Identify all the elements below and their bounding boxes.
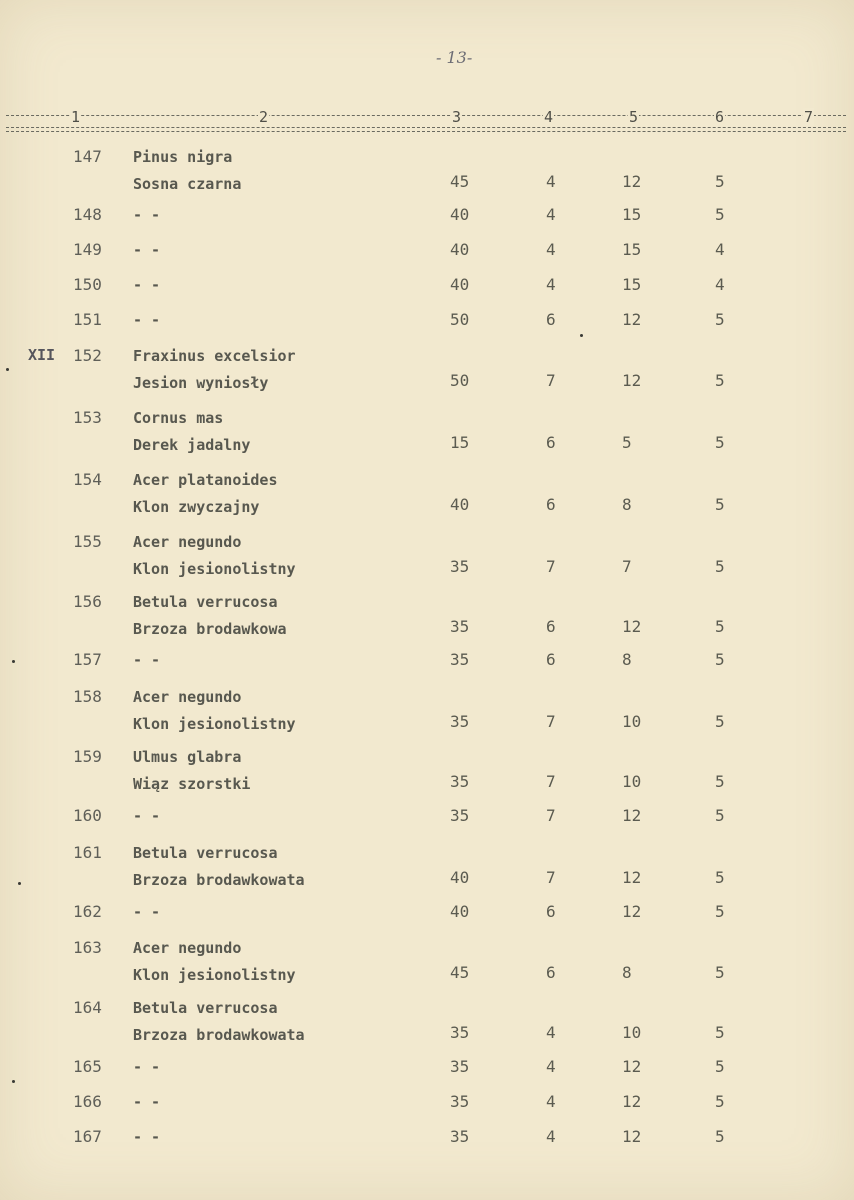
tree-number: 163 <box>73 938 102 957</box>
species-name <box>133 237 160 264</box>
column-number-4: 4 <box>544 108 554 126</box>
value-col-6: 5 <box>715 433 725 452</box>
value-col-4: 7 <box>546 712 556 731</box>
value-col-3: 50 <box>450 310 470 329</box>
value-col-3: 35 <box>450 1023 470 1042</box>
value-col-5: 12 <box>622 371 642 390</box>
species-name <box>133 202 160 229</box>
species-name <box>133 840 305 894</box>
tree-number: 149 <box>73 240 102 259</box>
species-latin-name: Betula verrucosa <box>133 999 278 1017</box>
species-latin-name: - - <box>133 241 161 259</box>
tree-number: 160 <box>73 806 102 825</box>
species-name <box>133 1054 160 1081</box>
value-col-4: 6 <box>546 495 556 514</box>
value-col-5: 15 <box>622 240 642 259</box>
value-col-4: 4 <box>546 1092 556 1111</box>
tree-number: 167 <box>73 1127 102 1146</box>
species-polish-name: Klon jesionolistny <box>133 966 296 984</box>
species-name <box>133 307 160 334</box>
value-col-5: 12 <box>622 806 642 825</box>
value-col-6: 5 <box>715 650 725 669</box>
tree-number: 153 <box>73 408 102 427</box>
species-latin-name: - - <box>133 1058 161 1076</box>
value-col-4: 6 <box>546 617 556 636</box>
column-number-2: 2 <box>259 108 269 126</box>
species-latin-name: Acer negundo <box>133 939 242 957</box>
value-col-6: 4 <box>715 275 725 294</box>
value-col-5: 8 <box>622 650 632 669</box>
value-col-6: 5 <box>715 310 725 329</box>
species-latin-name: - - <box>133 903 161 921</box>
value-col-6: 5 <box>715 1092 725 1111</box>
tree-number: 147 <box>73 147 102 166</box>
value-col-3: 40 <box>450 275 470 294</box>
species-latin-name: Cornus mas <box>133 409 224 427</box>
value-col-6: 5 <box>715 902 725 921</box>
species-name <box>133 647 160 674</box>
tree-number: 148 <box>73 205 102 224</box>
value-col-5: 15 <box>622 205 642 224</box>
species-latin-name: Betula verrucosa <box>133 844 278 862</box>
value-col-4: 4 <box>546 275 556 294</box>
value-col-5: 7 <box>622 557 632 576</box>
value-col-5: 12 <box>622 1127 642 1146</box>
paper-speck <box>6 368 9 371</box>
value-col-4: 4 <box>546 1057 556 1076</box>
species-name <box>133 684 296 738</box>
value-col-3: 45 <box>450 172 470 191</box>
value-col-4: 6 <box>546 433 556 452</box>
value-col-5: 10 <box>622 1023 642 1042</box>
value-col-3: 35 <box>450 772 470 791</box>
tree-number: 152 <box>73 346 102 365</box>
species-polish-name: Wiąz szorstki <box>133 775 251 793</box>
value-col-3: 35 <box>450 806 470 825</box>
value-col-3: 35 <box>450 617 470 636</box>
value-col-5: 5 <box>622 433 632 452</box>
species-latin-name: Ulmus glabra <box>133 748 242 766</box>
column-number-3: 3 <box>452 108 462 126</box>
value-col-4: 7 <box>546 868 556 887</box>
tree-number: 165 <box>73 1057 102 1076</box>
species-latin-name: Betula verrucosa <box>133 593 278 611</box>
value-col-5: 12 <box>622 1057 642 1076</box>
value-col-4: 4 <box>546 205 556 224</box>
value-col-4: 4 <box>546 1023 556 1042</box>
value-col-5: 12 <box>622 172 642 191</box>
species-latin-name: - - <box>133 651 161 669</box>
species-name <box>133 744 250 798</box>
value-col-3: 50 <box>450 371 470 390</box>
species-latin-name: - - <box>133 1128 161 1146</box>
value-col-6: 5 <box>715 1057 725 1076</box>
value-col-5: 12 <box>622 868 642 887</box>
value-col-4: 4 <box>546 1127 556 1146</box>
species-name <box>133 467 278 521</box>
species-latin-name: - - <box>133 276 161 294</box>
species-polish-name: Klon zwyczajny <box>133 498 260 516</box>
value-col-6: 5 <box>715 495 725 514</box>
paper-speck <box>18 882 21 885</box>
tree-number: 166 <box>73 1092 102 1111</box>
value-col-6: 5 <box>715 1127 725 1146</box>
species-latin-name: Pinus nigra <box>133 148 233 166</box>
value-col-4: 7 <box>546 557 556 576</box>
species-polish-name: Brzoza brodawkowata <box>133 871 305 889</box>
value-col-5: 12 <box>622 1092 642 1111</box>
species-name <box>133 803 160 830</box>
paper-speck <box>12 660 15 663</box>
species-latin-name: - - <box>133 311 161 329</box>
value-col-5: 10 <box>622 712 642 731</box>
tree-number: 161 <box>73 843 102 862</box>
species-name <box>133 405 250 459</box>
value-col-4: 4 <box>546 240 556 259</box>
value-col-4: 6 <box>546 310 556 329</box>
species-name <box>133 343 296 397</box>
value-col-3: 40 <box>450 205 470 224</box>
value-col-3: 35 <box>450 1092 470 1111</box>
species-latin-name: Acer negundo <box>133 533 242 551</box>
species-latin-name: - - <box>133 807 161 825</box>
species-polish-name: Brzoza brodawkowata <box>133 1026 305 1044</box>
value-col-5: 10 <box>622 772 642 791</box>
value-col-4: 4 <box>546 172 556 191</box>
value-col-3: 40 <box>450 495 470 514</box>
value-col-3: 40 <box>450 902 470 921</box>
value-col-6: 5 <box>715 617 725 636</box>
tree-number: 155 <box>73 532 102 551</box>
value-col-6: 5 <box>715 371 725 390</box>
column-number-6: 6 <box>715 108 725 126</box>
species-latin-name: - - <box>133 1093 161 1111</box>
value-col-3: 40 <box>450 868 470 887</box>
paper-speck <box>12 1080 15 1083</box>
species-latin-name: - - <box>133 206 161 224</box>
species-polish-name: Derek jadalny <box>133 436 251 454</box>
value-col-4: 6 <box>546 963 556 982</box>
species-name <box>133 1124 160 1151</box>
value-col-3: 35 <box>450 1057 470 1076</box>
value-col-3: 35 <box>450 1127 470 1146</box>
value-col-3: 35 <box>450 650 470 669</box>
value-col-3: 45 <box>450 963 470 982</box>
species-name <box>133 589 287 643</box>
tree-number: 154 <box>73 470 102 489</box>
value-col-4: 7 <box>546 371 556 390</box>
page-number: - 13- <box>436 48 473 67</box>
tree-number: 157 <box>73 650 102 669</box>
species-polish-name: Brzoza brodawkowa <box>133 620 287 638</box>
value-col-6: 5 <box>715 1023 725 1042</box>
value-col-6: 4 <box>715 240 725 259</box>
species-polish-name: Jesion wyniosły <box>133 374 269 392</box>
value-col-3: 35 <box>450 557 470 576</box>
tree-number: 162 <box>73 902 102 921</box>
value-col-5: 8 <box>622 963 632 982</box>
tree-number: 156 <box>73 592 102 611</box>
tree-number: 150 <box>73 275 102 294</box>
value-col-5: 12 <box>622 902 642 921</box>
species-name <box>133 529 296 583</box>
value-col-5: 15 <box>622 275 642 294</box>
tree-number: 159 <box>73 747 102 766</box>
species-name <box>133 935 296 989</box>
value-col-6: 5 <box>715 806 725 825</box>
species-latin-name: Fraxinus excelsior <box>133 347 296 365</box>
tree-number: 158 <box>73 687 102 706</box>
value-col-6: 5 <box>715 712 725 731</box>
value-col-3: 15 <box>450 433 470 452</box>
species-name <box>133 1089 160 1116</box>
species-latin-name: Acer platanoides <box>133 471 278 489</box>
tree-number: 151 <box>73 310 102 329</box>
value-col-6: 5 <box>715 868 725 887</box>
value-col-5: 8 <box>622 495 632 514</box>
species-polish-name: Sosna czarna <box>133 175 242 193</box>
value-col-4: 6 <box>546 902 556 921</box>
column-number-1: 1 <box>71 108 81 126</box>
species-polish-name: Klon jesionolistny <box>133 715 296 733</box>
value-col-4: 6 <box>546 650 556 669</box>
value-col-4: 7 <box>546 772 556 791</box>
species-name <box>133 995 305 1049</box>
species-latin-name: Acer negundo <box>133 688 242 706</box>
value-col-5: 12 <box>622 617 642 636</box>
value-col-6: 5 <box>715 172 725 191</box>
value-col-3: 40 <box>450 240 470 259</box>
value-col-6: 5 <box>715 772 725 791</box>
value-col-5: 12 <box>622 310 642 329</box>
value-col-6: 5 <box>715 557 725 576</box>
value-col-6: 5 <box>715 963 725 982</box>
column-number-7: 7 <box>804 108 814 126</box>
paper-speck <box>580 334 583 337</box>
species-name <box>133 272 160 299</box>
tree-number: 164 <box>73 998 102 1017</box>
species-name <box>133 899 160 926</box>
group-roman-numeral: XII <box>28 346 56 364</box>
value-col-4: 7 <box>546 806 556 825</box>
value-col-6: 5 <box>715 205 725 224</box>
value-col-3: 35 <box>450 712 470 731</box>
species-polish-name: Klon jesionolistny <box>133 560 296 578</box>
species-name <box>133 144 241 198</box>
column-number-5: 5 <box>629 108 639 126</box>
